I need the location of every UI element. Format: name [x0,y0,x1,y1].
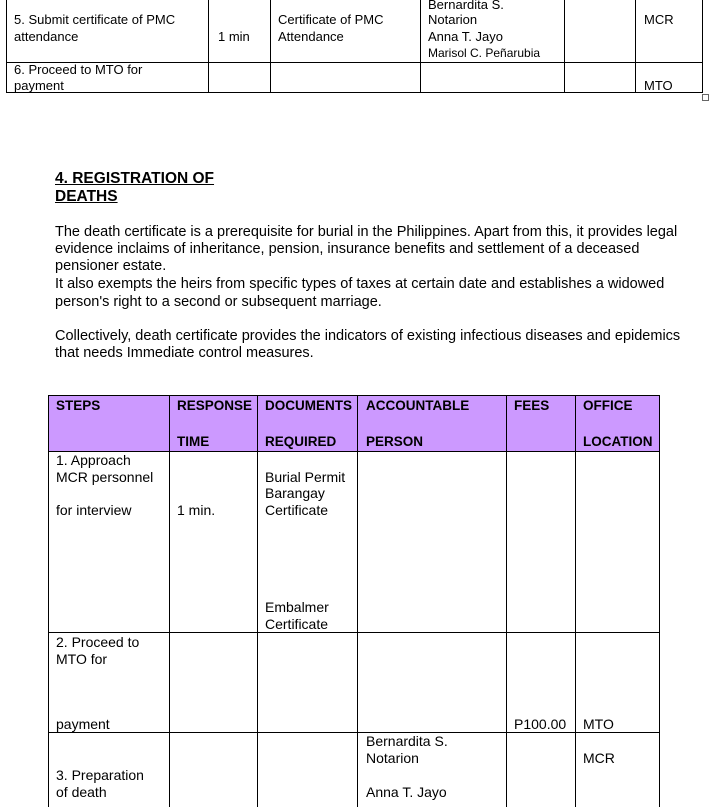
top-row5-doc-line1: Certificate of PMC [278,12,384,27]
section-title-line2: DEATHS [55,188,118,205]
header-documents-line2: REQUIRED [265,434,337,449]
paragraph-1-line: person's right to a second or subsequent marriage. [55,294,382,310]
header-documents-line1: DOCUMENTS [265,398,352,413]
row3-step-line1: 3. Preparation [56,767,144,783]
top-row6-office: MTO [644,78,673,93]
top-row6-step-line2: payment [14,78,64,93]
header-fees: FEES [514,398,550,413]
row1-doc-line: Certificate [265,616,329,632]
row1-step-line2: MCR personnel [56,469,154,485]
header-accountable-line2: PERSON [366,434,424,449]
row2-step-line3: payment [56,716,110,732]
row3-office: MCR [583,750,615,766]
row1-step-line1: 1. Approach [56,452,131,468]
row2-step-line2: MTO for [56,651,108,667]
row2-office: MTO [583,716,614,732]
row3-step-line2: of death [56,784,107,800]
paragraph-1-line: It also exempts the heirs from specific types of taxes at certain date and establishes a widowed [55,276,665,292]
header-office-line1: OFFICE [583,398,633,413]
header-response-time-line2: TIME [177,434,210,449]
row3-person-line2: Notarion [366,750,419,766]
top-row5-office: MCR [644,12,674,27]
paragraph-1-line: The death certificate is a prerequisite for burial in the Philippines. Apart from this, it provides legal [55,224,678,240]
header-response-time-line1: RESPONSE [177,398,253,413]
top-row5-doc-line2: Attendance [278,29,344,44]
paragraph-2-line: Collectively, death certificate provides the indicators of existing infectious diseases and epidemics [55,328,681,344]
paragraph-2-line: that needs Immediate control measures. [55,345,314,361]
top-row6-step-line1: 6. Proceed to MTO for [14,62,143,77]
top-row5-time: 1 min [218,29,250,44]
section-title-line1: 4. REGISTRATION OF [55,170,215,187]
row3-person-line1: Bernardita S. [366,733,448,749]
row3-person-line3: Anna T. Jayo [366,784,447,800]
table-header-background [48,396,659,451]
row2-fees: P100.00 [514,716,567,732]
header-accountable-line1: ACCOUNTABLE [366,398,470,413]
paragraph-1-line: evidence inclaims of inheritance, pension, insurance benefits and settlement of a deceased [55,241,640,257]
row1-doc-line: Burial Permit [265,469,346,485]
row1-step-line3: for interview [56,502,132,518]
top-row5-person-line3: Anna T. Jayo [428,29,503,44]
row2-step-line1: 2. Proceed to [56,634,140,650]
top-row5-person-line4: Marisol C. Peñarubia [428,46,541,60]
top-row5-step-line1: 5. Submit certificate of PMC [14,12,176,27]
row1-doc-line: Embalmer [265,599,329,615]
table-resize-handle[interactable] [702,94,709,101]
row1-doc-line: Certificate [265,502,329,518]
header-steps: STEPS [56,398,101,413]
header-office-line2: LOCATION [583,434,653,449]
top-row5-person-line1: Bernardita S. [428,0,504,12]
row1-doc-line: Barangay [265,485,325,501]
top-row5-person-line2: Notarion [428,12,478,27]
paragraph-1-line: pensioner estate. [55,258,167,274]
top-row5-step-line2: attendance [14,29,79,44]
row1-response-time: 1 min. [177,502,216,518]
